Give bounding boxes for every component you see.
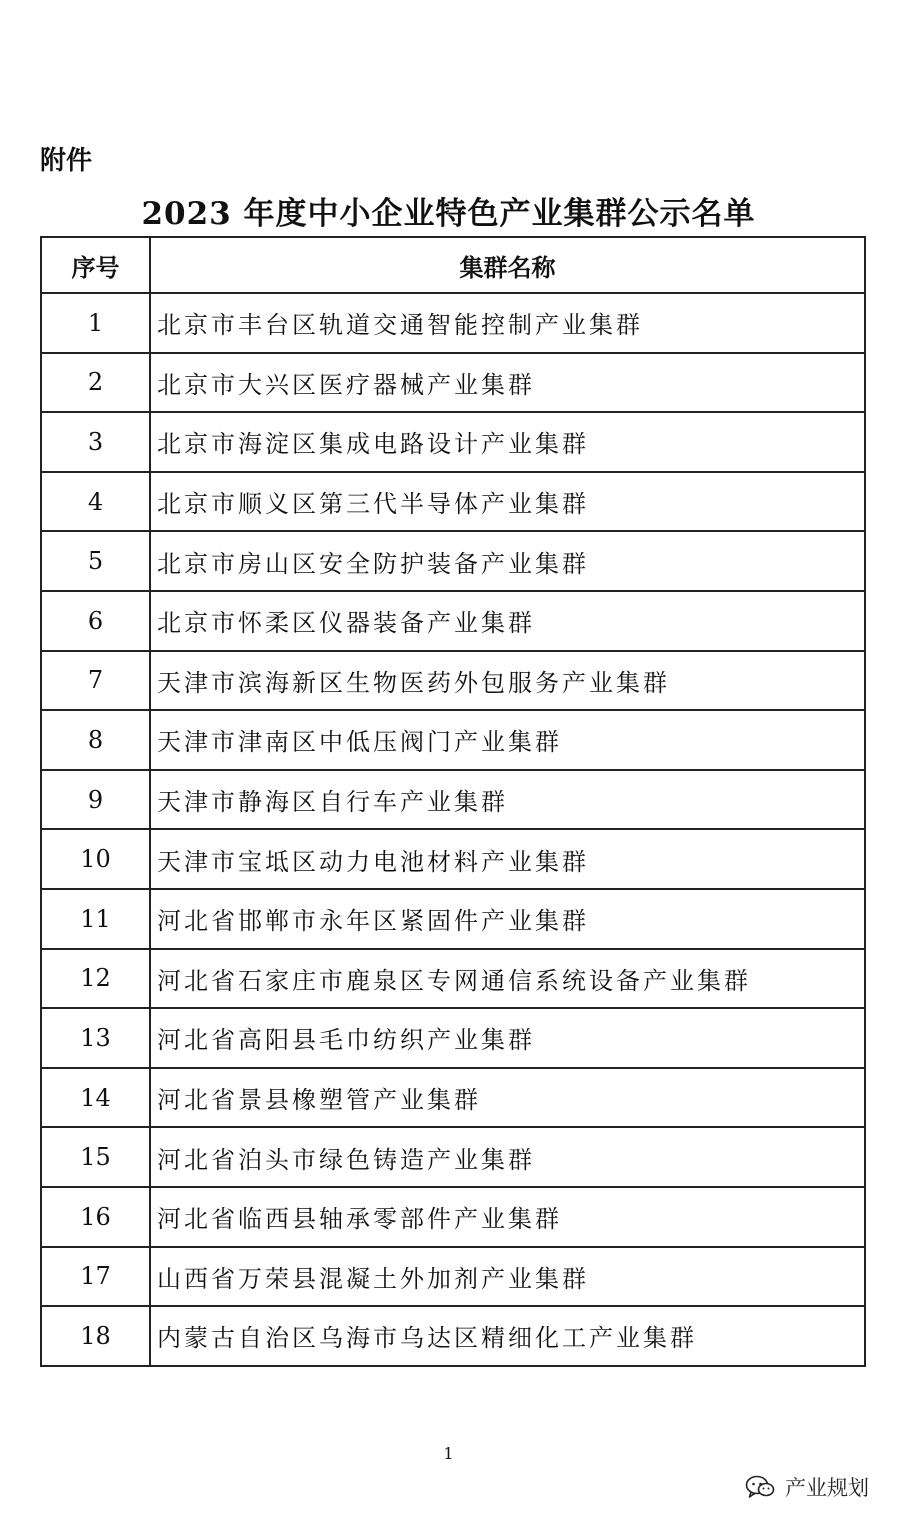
row-name: 河北省景县橡塑管产业集群	[150, 1068, 865, 1128]
table-row	[41, 1306, 865, 1366]
row-no: 2	[41, 353, 150, 413]
table-row	[41, 293, 865, 353]
table-row	[41, 1068, 865, 1128]
row-name: 北京市丰台区轨道交通智能控制产业集群	[150, 293, 865, 353]
row-name: 北京市顺义区第三代半导体产业集群	[150, 472, 865, 532]
row-no: 15	[41, 1127, 150, 1187]
table-row	[41, 829, 865, 889]
row-name: 北京市怀柔区仪器装备产业集群	[150, 591, 865, 651]
row-no: 8	[41, 710, 150, 770]
table-row	[41, 1008, 865, 1068]
table-row	[41, 1247, 865, 1307]
table-row	[41, 472, 865, 532]
table-row	[41, 1127, 865, 1187]
watermark-text: 产业规划	[785, 1476, 869, 1500]
table-row	[41, 591, 865, 651]
table-header-row	[41, 237, 865, 293]
row-name: 北京市房山区安全防护装备产业集群	[150, 531, 865, 591]
row-name: 河北省石家庄市鹿泉区专网通信系统设备产业集群	[150, 949, 865, 1009]
row-no: 12	[41, 949, 150, 1009]
table-row	[41, 949, 865, 1009]
row-no: 14	[41, 1068, 150, 1128]
row-no: 16	[41, 1187, 150, 1247]
row-name: 北京市大兴区医疗器械产业集群	[150, 353, 865, 413]
watermark	[745, 1472, 869, 1502]
table-row	[41, 1187, 865, 1247]
page-number: 1	[443, 1444, 454, 1463]
row-name: 天津市津南区中低压阀门产业集群	[150, 710, 865, 770]
row-no: 6	[41, 591, 150, 651]
row-no: 11	[41, 889, 150, 949]
row-name: 河北省邯郸市永年区紧固件产业集群	[150, 889, 865, 949]
table-row	[41, 412, 865, 472]
row-no: 13	[41, 1008, 150, 1068]
cluster-table	[40, 236, 866, 1367]
row-name: 天津市静海区自行车产业集群	[150, 770, 865, 830]
wechat-icon	[745, 1474, 775, 1500]
table-row	[41, 651, 865, 711]
table-row	[41, 710, 865, 770]
table-row	[41, 889, 865, 949]
row-name: 山西省万荣县混凝土外加剂产业集群	[150, 1247, 865, 1307]
row-no: 18	[41, 1306, 150, 1366]
row-no: 3	[41, 412, 150, 472]
row-name: 天津市宝坻区动力电池材料产业集群	[150, 829, 865, 889]
table-row	[41, 531, 865, 591]
row-no: 10	[41, 829, 150, 889]
row-no: 9	[41, 770, 150, 830]
row-no: 7	[41, 651, 150, 711]
row-no: 5	[41, 531, 150, 591]
row-no: 17	[41, 1247, 150, 1307]
page-title: 2023 年度中小企业特色产业集群公示名单	[141, 196, 756, 232]
row-name: 北京市海淀区集成电路设计产业集群	[150, 412, 865, 472]
row-no: 4	[41, 472, 150, 532]
row-name: 河北省临西县轴承零部件产业集群	[150, 1187, 865, 1247]
row-name: 内蒙古自治区乌海市乌达区精细化工产业集群	[150, 1306, 865, 1366]
table-row	[41, 770, 865, 830]
header-no: 序号	[41, 237, 150, 293]
row-name: 河北省高阳县毛巾纺织产业集群	[150, 1008, 865, 1068]
attachment-label: 附件	[40, 146, 93, 176]
row-name: 天津市滨海新区生物医药外包服务产业集群	[150, 651, 865, 711]
header-name: 集群名称	[150, 237, 865, 293]
row-no: 1	[41, 293, 150, 353]
table-row	[41, 353, 865, 413]
row-name: 河北省泊头市绿色铸造产业集群	[150, 1127, 865, 1187]
